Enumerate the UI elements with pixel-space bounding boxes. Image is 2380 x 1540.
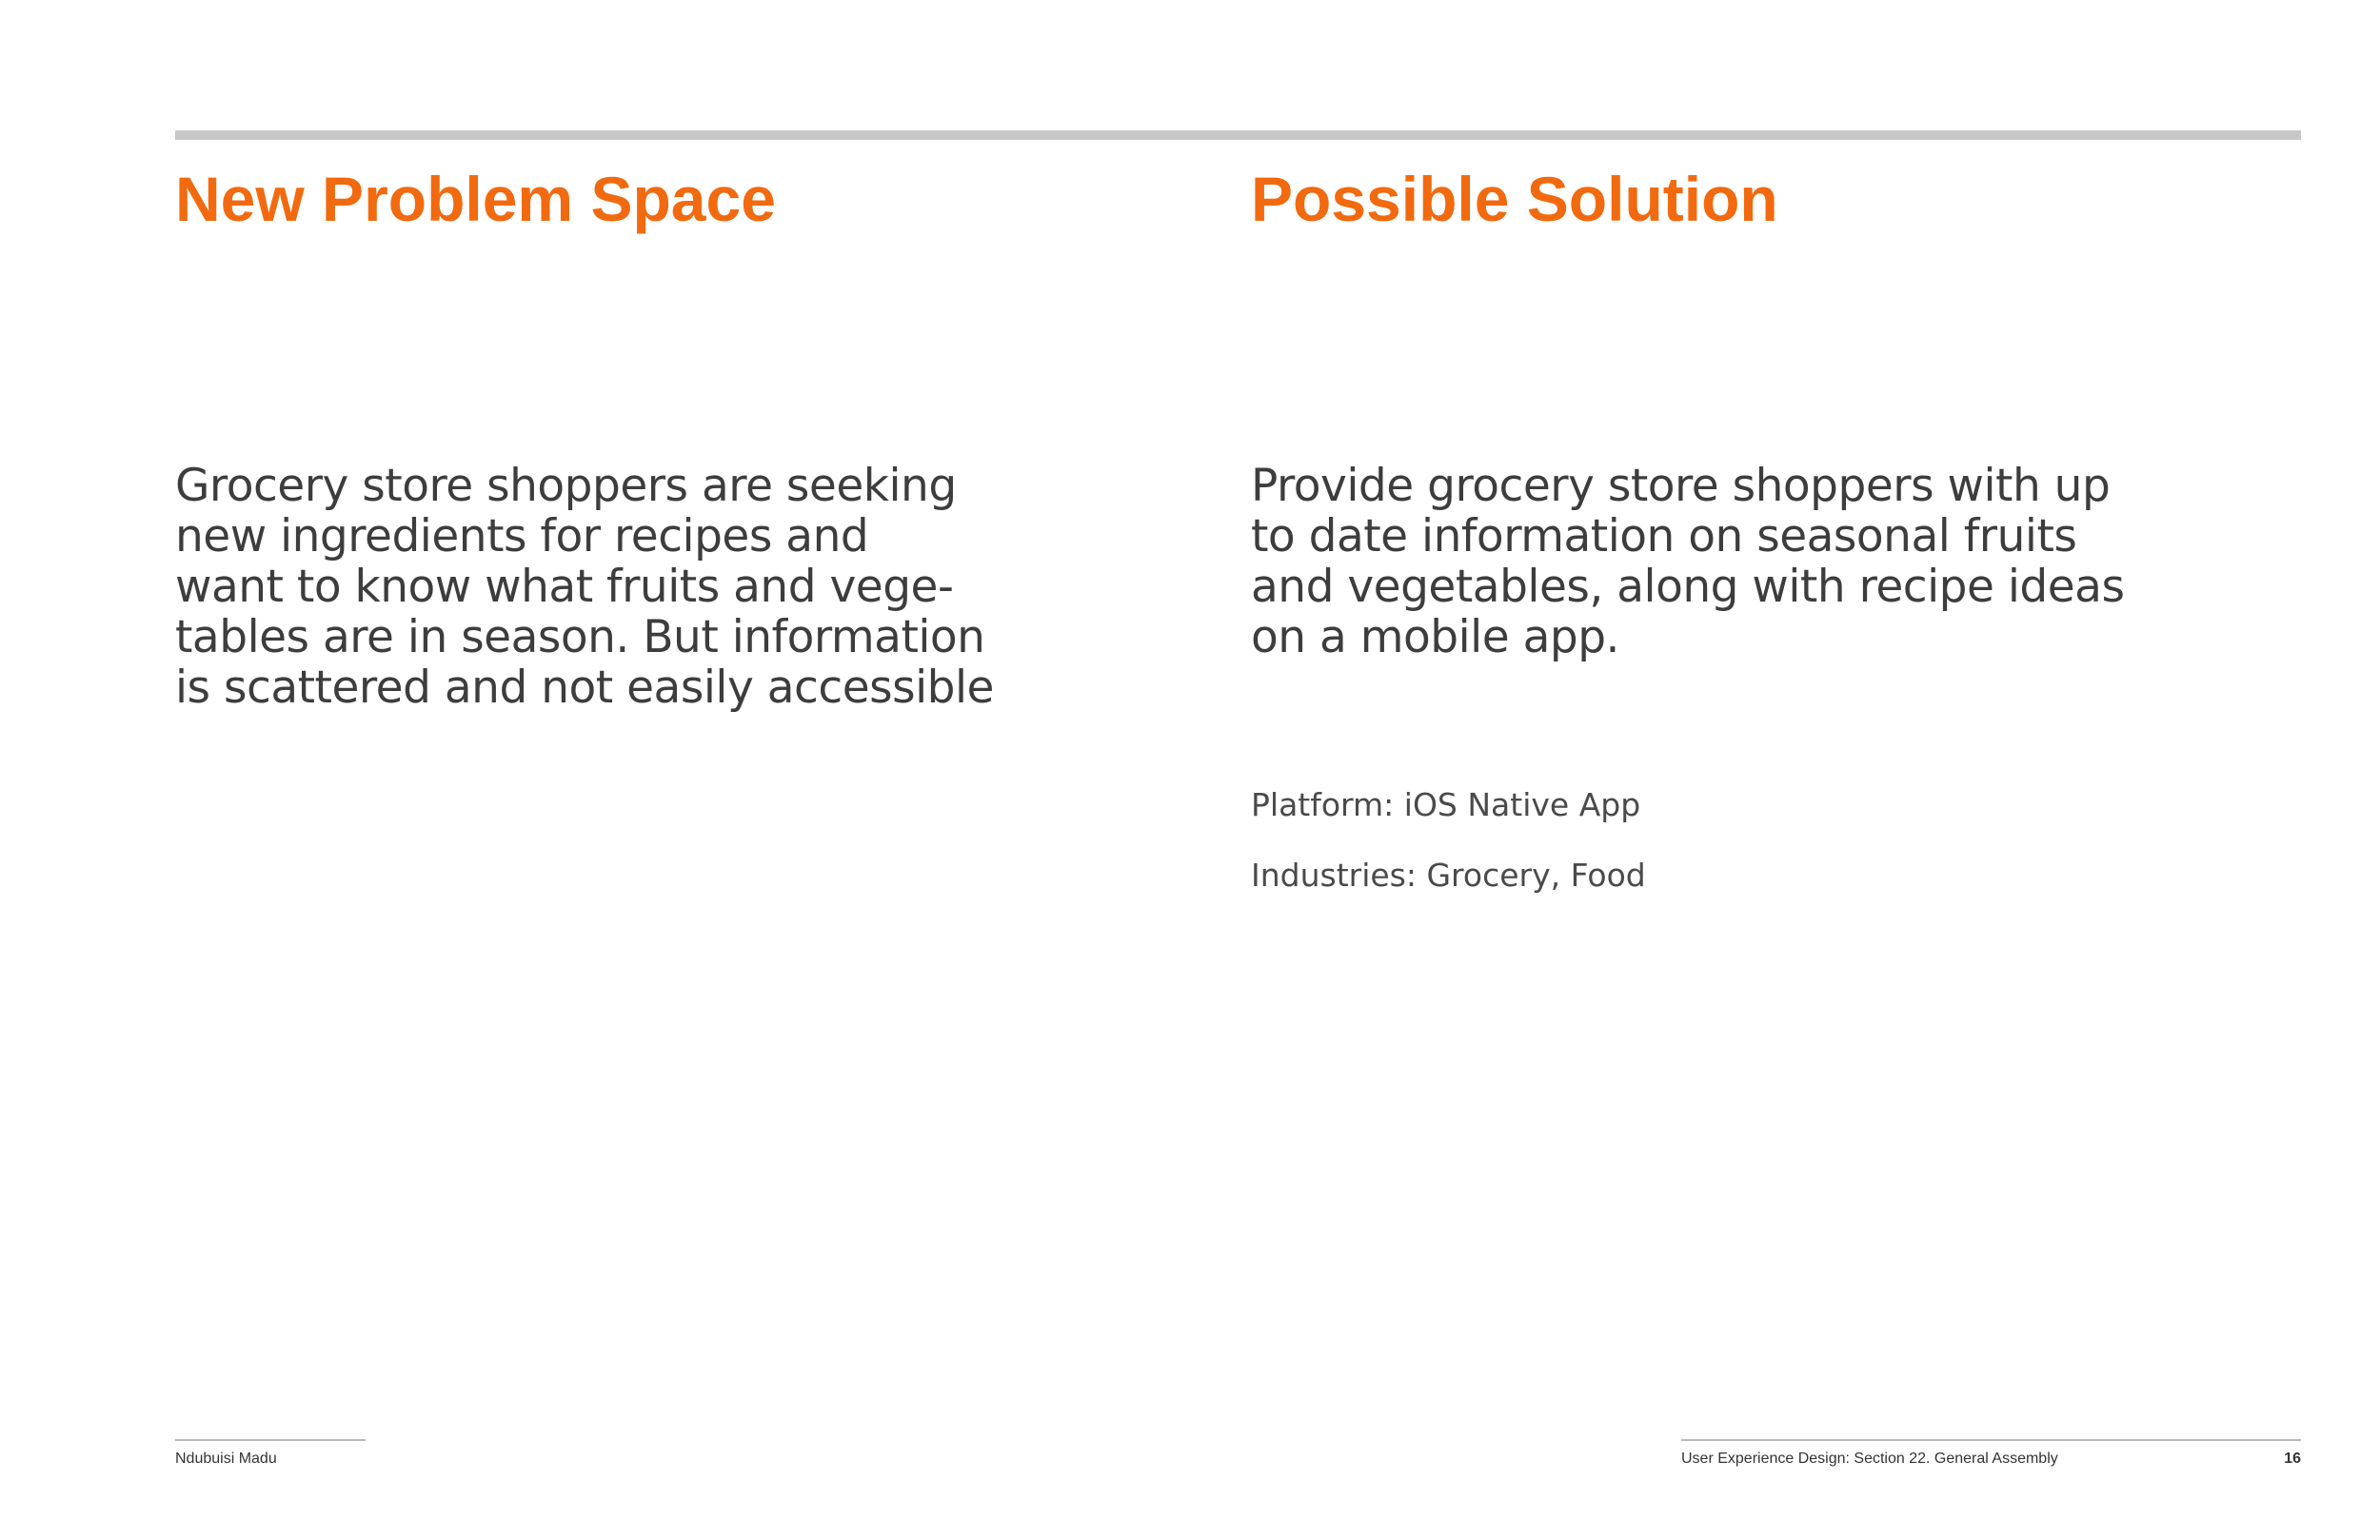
page-number: 16: [2284, 1451, 2301, 1467]
solution-body-line: and vegetables, along with recipe ideas: [1251, 561, 2125, 613]
problem-body-line: is scattered and not easily accessible: [175, 661, 994, 714]
solution-body-line: to date information on seasonal fruits: [1251, 510, 2077, 563]
footer-left-rule: [175, 1439, 366, 1441]
footer-course-title: User Experience Design: Section 22. General Assembly: [1681, 1451, 2058, 1467]
problem-space-heading: New Problem Space: [175, 164, 776, 234]
problem-body-line: new ingredients for recipes and: [175, 510, 869, 563]
problem-space-body: [175, 461, 1032, 713]
industries-info: Industries: Grocery, Food: [1251, 857, 1646, 894]
top-divider-rule: [175, 130, 2301, 140]
problem-body-line: tables are in season. But information: [175, 611, 985, 663]
solution-body-line: Provide grocery store shoppers with up: [1251, 460, 2111, 512]
footer-right-rule: [1681, 1439, 2301, 1441]
platform-info: Platform: iOS Native App: [1251, 786, 1641, 823]
footer-author: Ndubuisi Madu: [175, 1451, 277, 1467]
problem-body-line: Grocery store shoppers are seeking: [175, 460, 957, 512]
possible-solution-body: [1251, 461, 2184, 662]
problem-body-line: want to know what fruits and vege-: [175, 561, 954, 613]
possible-solution-heading: Possible Solution: [1251, 164, 1778, 234]
solution-body-line: on a mobile app.: [1251, 611, 1619, 663]
